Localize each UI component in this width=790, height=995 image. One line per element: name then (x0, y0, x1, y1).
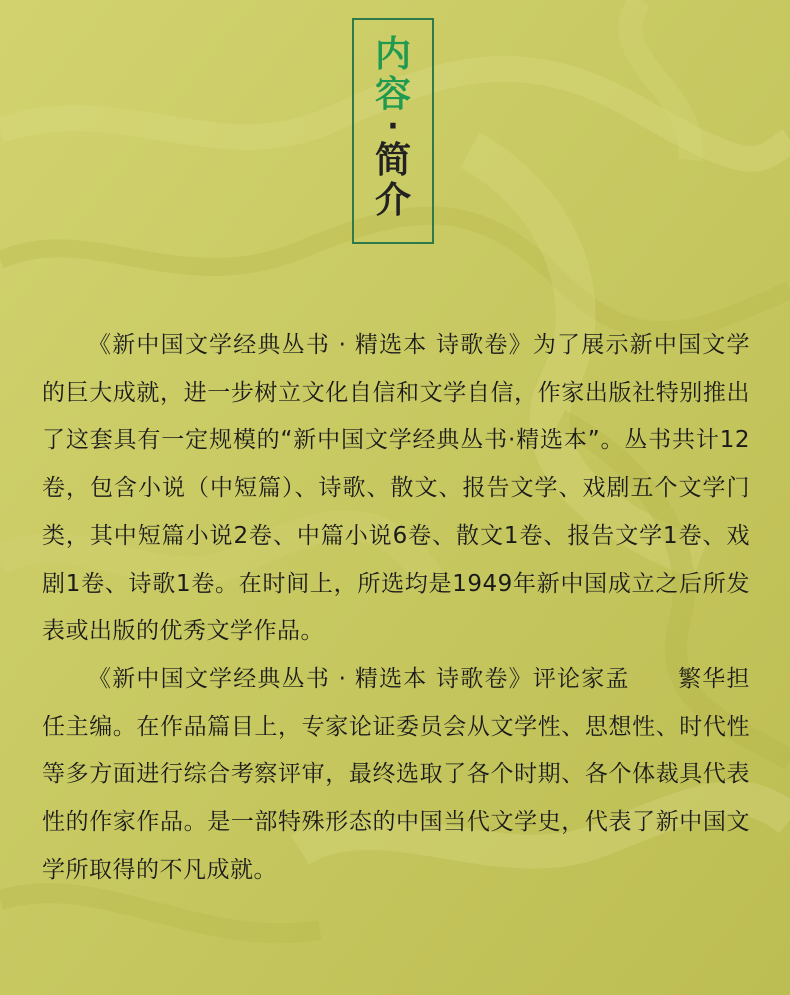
title-char: 容 (374, 73, 411, 115)
paragraph-editor: 《新中国文学经典丛书 · 精选本 诗歌卷》评论家孟 繁华担任主编。在作品篇目上，专家论证委员会从文学性、思想性、时代性等多方面进行综合考察评审，最终选取了各个时期、各个体裁具代表性的作家作品。是一部特殊形态的中国当代文学史，代表了新中国文学所取得的不凡成就。 (42, 665, 750, 883)
title-separator-dot: · (387, 109, 399, 144)
title-char: 内 (374, 33, 411, 75)
title-char: 简 (374, 139, 411, 181)
paragraph-intro: 《新中国文学经典丛书 · 精选本 诗歌卷》为了展示新中国文学的巨大成就，进一步树立文化自信和文学自信，作家出版社特别推出了这套具有一定规模的“新中国文学经典丛书·精选本”。丛书共计12卷，包含小说（中短篇）、诗歌、散文、报告文学、戏剧五个文学门类，其中短篇小说2卷、中篇小说6卷、散文1卷、报告文学1卷、戏剧1卷、诗歌1卷。在时间上，所选均是1949年新中国成立之后所发表或出版的优秀文学作品。 (42, 332, 750, 645)
description-body (42, 322, 750, 894)
title-char: 介 (374, 179, 411, 221)
section-title-frame (352, 18, 434, 244)
